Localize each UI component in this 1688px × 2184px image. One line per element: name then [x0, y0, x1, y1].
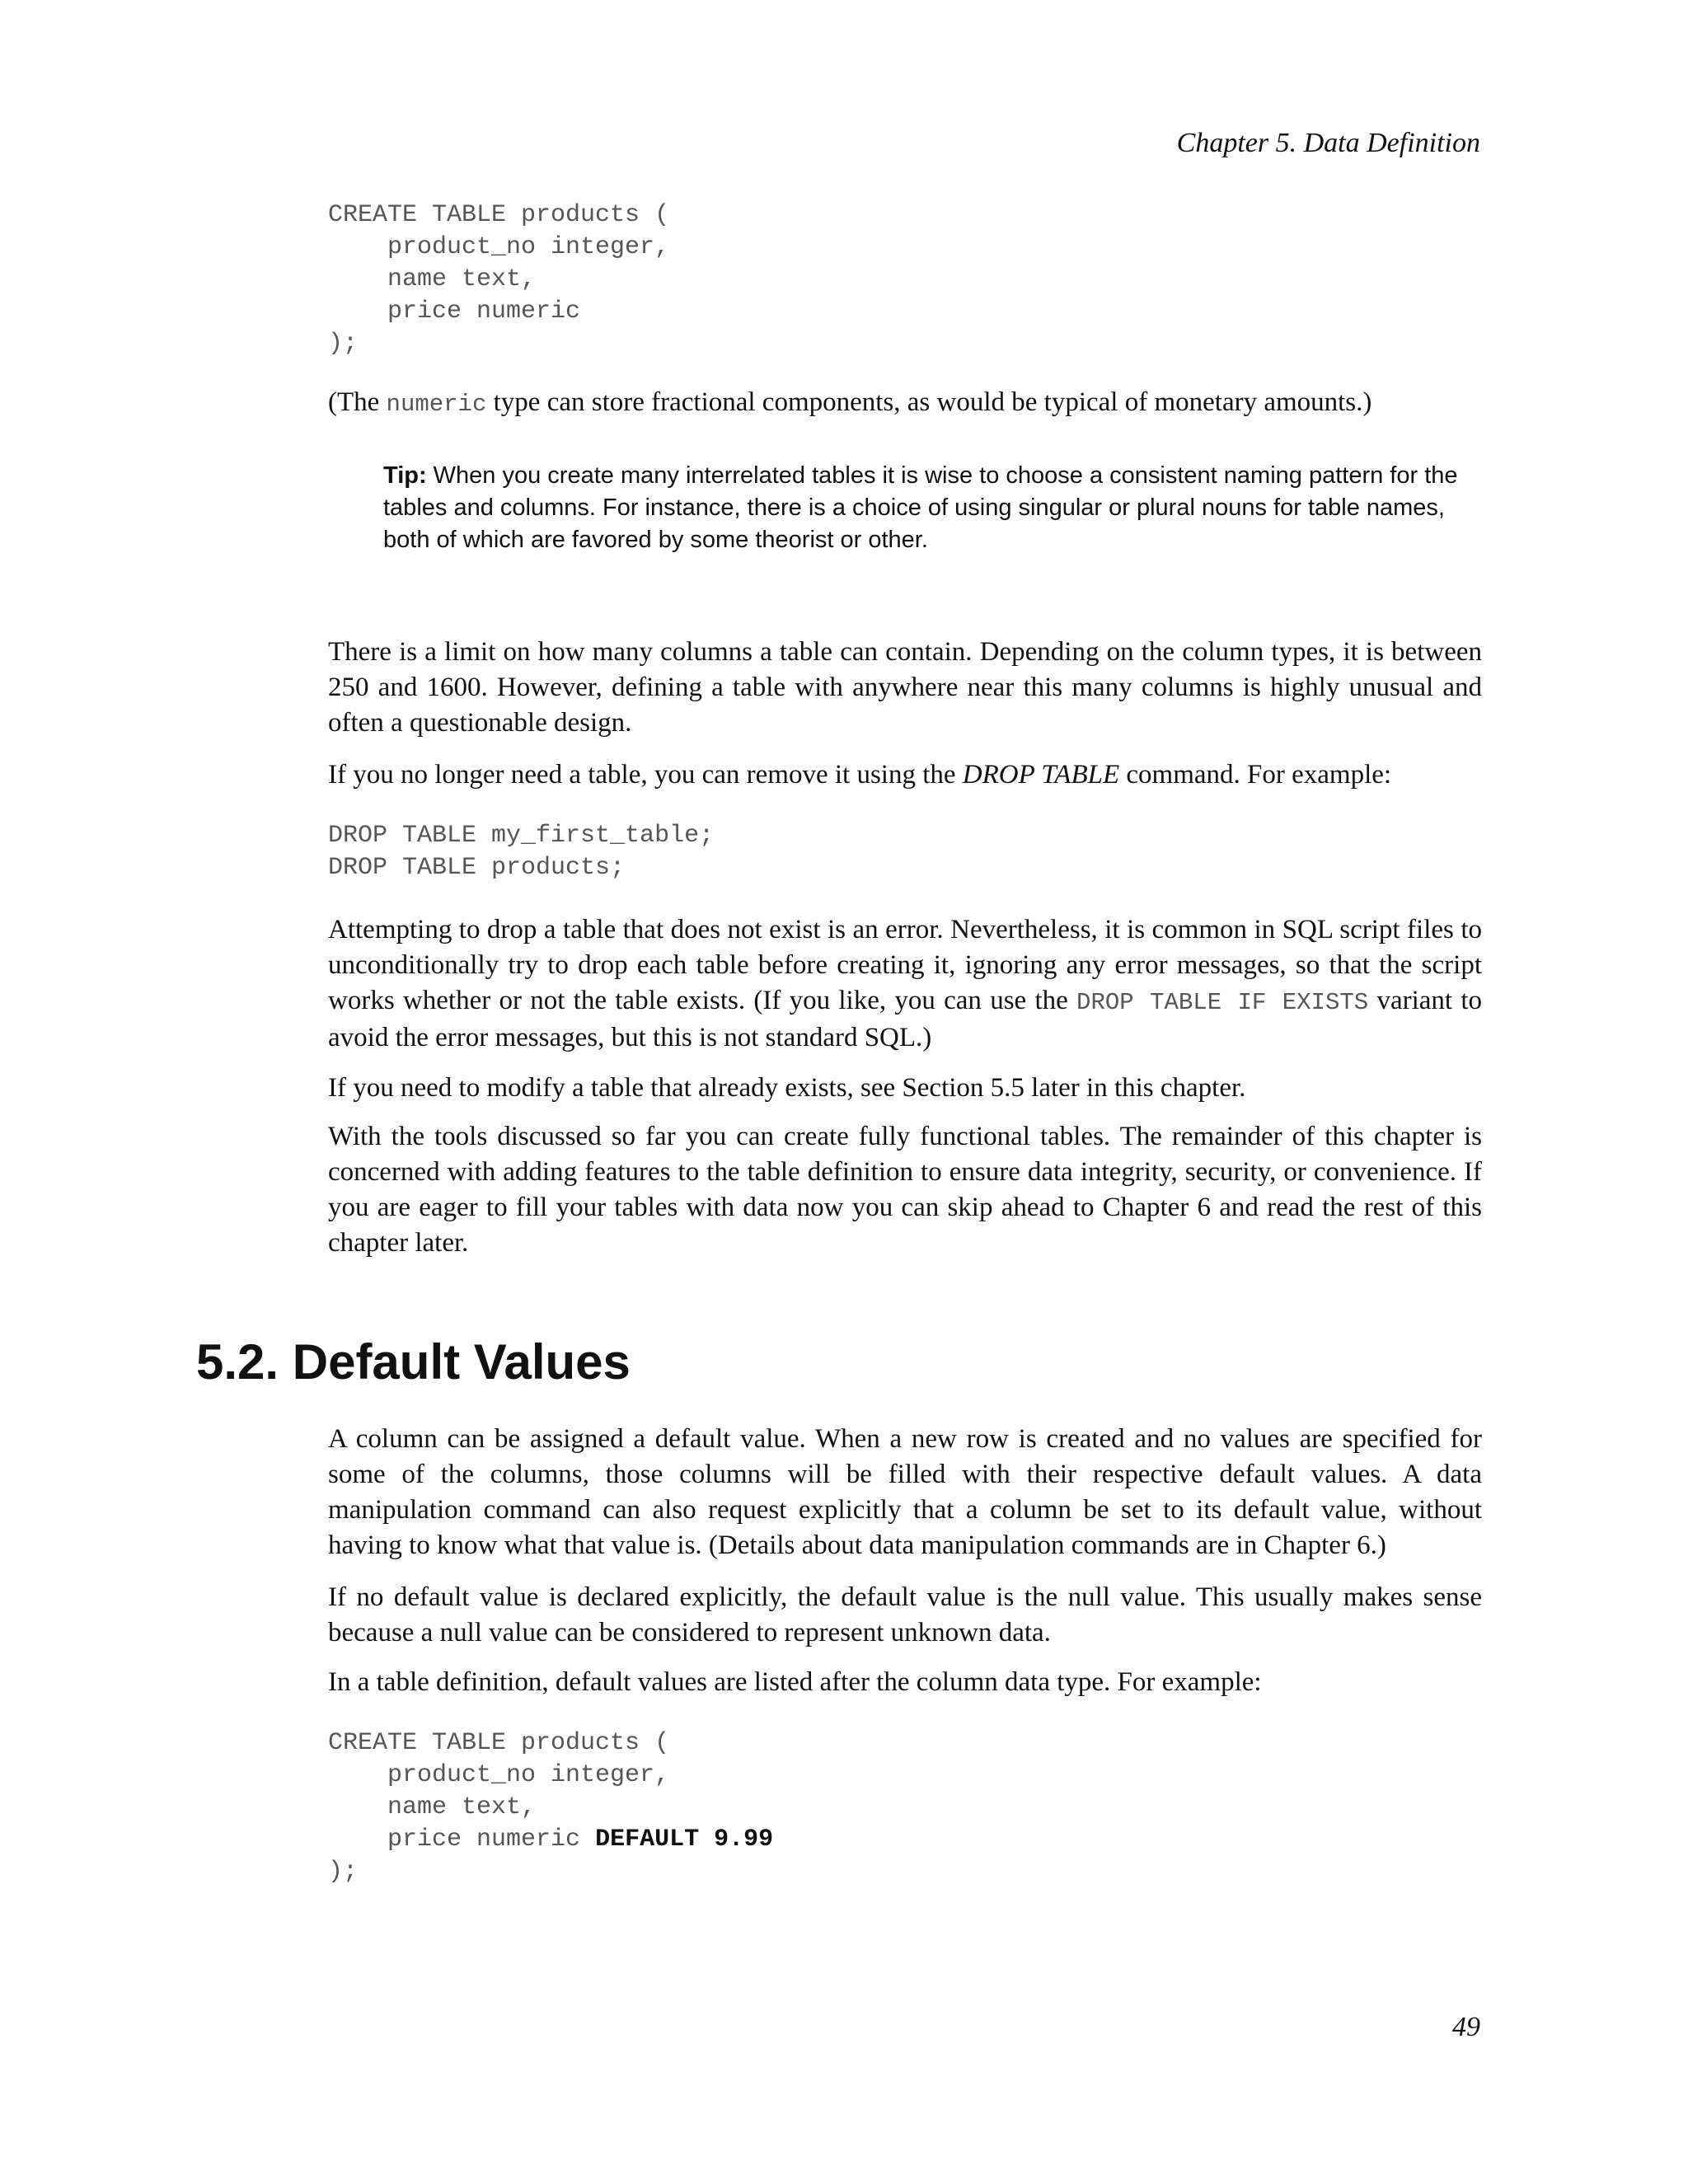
paragraph-default-intro: A column can be assigned a default value. When a new row is created and no values are specified for some of the columns, those columns will be filled with their respective default values. A data manipulation command can also request explicitly that a column be set to its default value, without having to know what that value is. (Details about data manipulation commands are in Chapter 6.) — [328, 1424, 1482, 1560]
code-line: ); — [328, 330, 359, 358]
code-line: ); — [328, 1858, 359, 1886]
paragraph-drop-table: If you no longer need a table, you can remove it using the DROP TABLE command. For example: — [328, 760, 1392, 790]
code-line: CREATE TABLE products ( — [328, 1729, 670, 1757]
running-header: Chapter 5. Data Definition — [1176, 128, 1480, 158]
code-line: DROP TABLE products; — [328, 854, 626, 882]
code-line: name text, — [328, 1793, 537, 1821]
paragraph-numeric: (The numeric type can store fractional components, as would be typical of monetary amounts.) — [328, 387, 1372, 418]
paragraph-modify-table: If you need to modify a table that already exists, see Section 5.5 later in this chapter. — [328, 1073, 1246, 1103]
code-keyword-default: DEFAULT 9.99 — [595, 1825, 774, 1854]
code-line: name text, — [328, 265, 537, 293]
inline-code: numeric — [386, 391, 487, 418]
code-line: price numeric — [328, 1825, 596, 1854]
section-heading: 5.2. Default Values — [196, 1334, 631, 1390]
emphasis-drop-table: DROP TABLE — [962, 760, 1120, 790]
code-line: price numeric — [328, 298, 581, 326]
code-block-drop-table — [328, 820, 1482, 884]
paragraph-default-example: In a table definition, default values are listed after the column data type. For example: — [328, 1667, 1262, 1697]
code-block-create-table — [328, 199, 1482, 360]
code-line: CREATE TABLE products ( — [328, 201, 670, 229]
paragraph-tools: With the tools discussed so far you can create fully functional tables. The remainder of this chapter is concerned with adding features to the table definition to ensure data integrity, security, or convenience. If you are eager to fill your tables with data now you can skip ahead to Chapter 6 and read the rest of this chapter later. — [328, 1122, 1482, 1258]
paragraph-default-null: If no default value is declared explicitly, the default value is the null value. This usually makes sense because a null value can be considered to represent unknown data. — [328, 1582, 1482, 1647]
code-block-default-values — [328, 1727, 1482, 1888]
paragraph-column-limit: There is a limit on how many columns a table can contain. Depending on the column types, it is between 250 and 1600. However, defining a table with anywhere near this many columns is highly unusual and often a questionable design. — [328, 637, 1482, 738]
code-line: product_no integer, — [328, 233, 670, 261]
inline-code: DROP TABLE IF EXISTS — [1076, 989, 1369, 1016]
paragraph-drop-error: Attempting to drop a table that does not exist is an error. Nevertheless, it is common in SQL script files to unconditionally try to drop each table before creating it, ignoring any error messages, so that the script works whether or not the table exists. (If you like, you can use the DROP TABLE IF EXISTS variant to avoid the error messages, but this is not standard SQL.) — [328, 915, 1482, 1052]
code-line: DROP TABLE my_first_table; — [328, 822, 715, 850]
tip-note — [383, 460, 1482, 556]
tip-text: When you create many interrelated tables it is wise to choose a consistent naming pattern for the tables and columns. For instance, there is a choice of using singular or plural nouns for table names, both of which are favored by some theorist or other. — [383, 462, 1458, 553]
tip-label: Tip: — [383, 462, 427, 489]
page-number: 49 — [1452, 2012, 1480, 2042]
code-line: product_no integer, — [328, 1761, 670, 1789]
